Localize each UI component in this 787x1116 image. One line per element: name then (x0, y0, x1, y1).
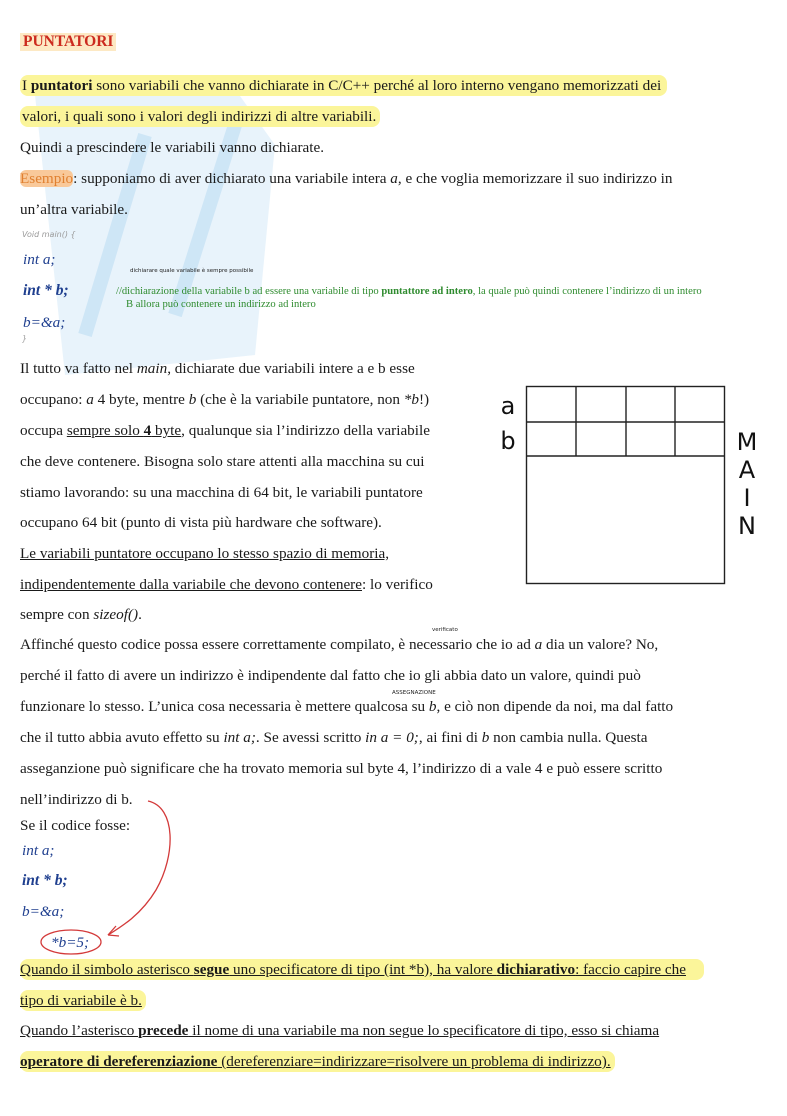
para3-line-1: Affinché questo codice possa essere correttamente compilato, è necessario che io ad a dia un valore? No, (20, 636, 659, 653)
example-line-2: un’altra variabile. (20, 201, 128, 218)
code2-line-1: int a; (22, 842, 55, 859)
conclusion-line-3: Quando l’asterisco precede il nome di una variabile ma non segue lo specificatore di tipo, esso si chiama (20, 1022, 660, 1039)
handnote-brace: } (22, 334, 28, 343)
para2-line-6: occupano 64 bit (punto di vista più hardware che software). (20, 514, 382, 531)
page-title: PUNTATORI (20, 33, 116, 51)
para2-line-5: stiamo lavorando: su una macchina di 64 bit, le variabili puntatore (20, 484, 423, 501)
para2-line-4: che deve contenere. Bisogna solo stare attenti alla macchina su cui (20, 453, 425, 470)
intro-line-3: Quindi a prescindere le variabili vanno dichiarate. (20, 139, 325, 156)
para2-line-1: Il tutto va fatto nel main, dichiarate due variabili intere a e b esse (20, 360, 415, 377)
para3-line-2: perché il fatto di avere un indirizzo è indipendente dal fatto che io gli abbia dato un valore, quindi può (20, 667, 641, 684)
code1-comment-2: B allora può contenere un indirizzo ad intero (126, 299, 316, 310)
para3-line-4: che il tutto abbia avuto effetto su int a;. Se avessi scritto in a = 0;, ai fini di b non cambia nulla. Questa (20, 729, 648, 746)
conclusion-line-2: tipo di variabile è b. (20, 992, 146, 1010)
intro-line-2: valori, i quali sono i valori degli indirizzi di altre variabili. (20, 108, 380, 126)
diagram-side-a: A (738, 456, 756, 484)
code1-line-3: b=&a; (23, 314, 66, 331)
watermark-logo (25, 55, 325, 385)
example-label: Esempio (20, 170, 74, 187)
code1-comment-1: //dichiarazione della variabile b ad essere una variabile di tipo puntattore ad intero, la quale può quindi contenere l’indirizzo di un intero (116, 286, 702, 297)
intro-line-1: I puntatori sono variabili che vanno dichiarate in C/C++ perché al loro interno vengano memorizzati dei (20, 77, 667, 95)
code1-line-1: int a; (23, 251, 56, 268)
para2-line-9: sempre con sizeof(). (20, 606, 142, 623)
handnote-dichiarare: dichiarare quale variabile è sempre possibile (130, 268, 254, 274)
para3-line-7: Se il codice fosse: (20, 817, 131, 834)
para3-line-6: nell’indirizzo di b. (20, 791, 133, 808)
diagram-side-n: N (738, 512, 756, 540)
diagram-side-i: I (743, 484, 751, 512)
conclusion-line-4: operatore di dereferenziazione (dereferenziare=indirizzare=risolvere un problema di indirizzo). (20, 1053, 615, 1071)
red-arrow-annotation (36, 795, 176, 960)
example-line-1: Esempio: supponiamo di aver dichiarato una variabile intera a, e che voglia memorizzare il suo indirizzo in (20, 170, 673, 187)
code1-line-2: int * b; (23, 282, 69, 299)
diagram-side-m: M (736, 428, 758, 456)
para2-line-7: Le variabili puntatore occupano lo stesso spazio di memoria, (20, 545, 390, 562)
code2-line-2: int * b; (22, 872, 68, 889)
handnote-verificato: verificato (432, 627, 458, 633)
para2-line-8: indipendentemente dalla variabile che devono contenere: lo verifico (20, 576, 433, 593)
handnote-void-main: Void main() { (22, 230, 76, 239)
para2-line-3: occupa sempre solo 4 byte, qualunque sia l’indirizzo della variabile (20, 422, 430, 439)
diagram-label-a: a (500, 392, 516, 420)
para2-line-2: occupano: a 4 byte, mentre b (che è la variabile puntatore, non *b!) (20, 391, 430, 408)
conclusion-line-1: Quando il simbolo asterisco segue uno specificatore di tipo (int *b), ha valore dichiarativo: faccio capire che (20, 961, 704, 979)
code2-line-3: b=&a; (22, 903, 65, 920)
handnote-assegnazione: ASSEGNAZIONE (392, 690, 436, 696)
diagram-label-b: b (500, 427, 516, 455)
memory-diagram (525, 385, 727, 587)
para3-line-3: funzionare lo stesso. L’unica cosa necessaria è mettere qualcosa su b, e ciò non dipende da noi, ma dal fatto (20, 698, 674, 715)
para3-line-5: asseganzione può significare che ha trovato memoria sul byte 4, l’indirizzo di a vale 4 e può essere scritto (20, 760, 663, 777)
code2-line-4: *b=5; (51, 934, 90, 951)
